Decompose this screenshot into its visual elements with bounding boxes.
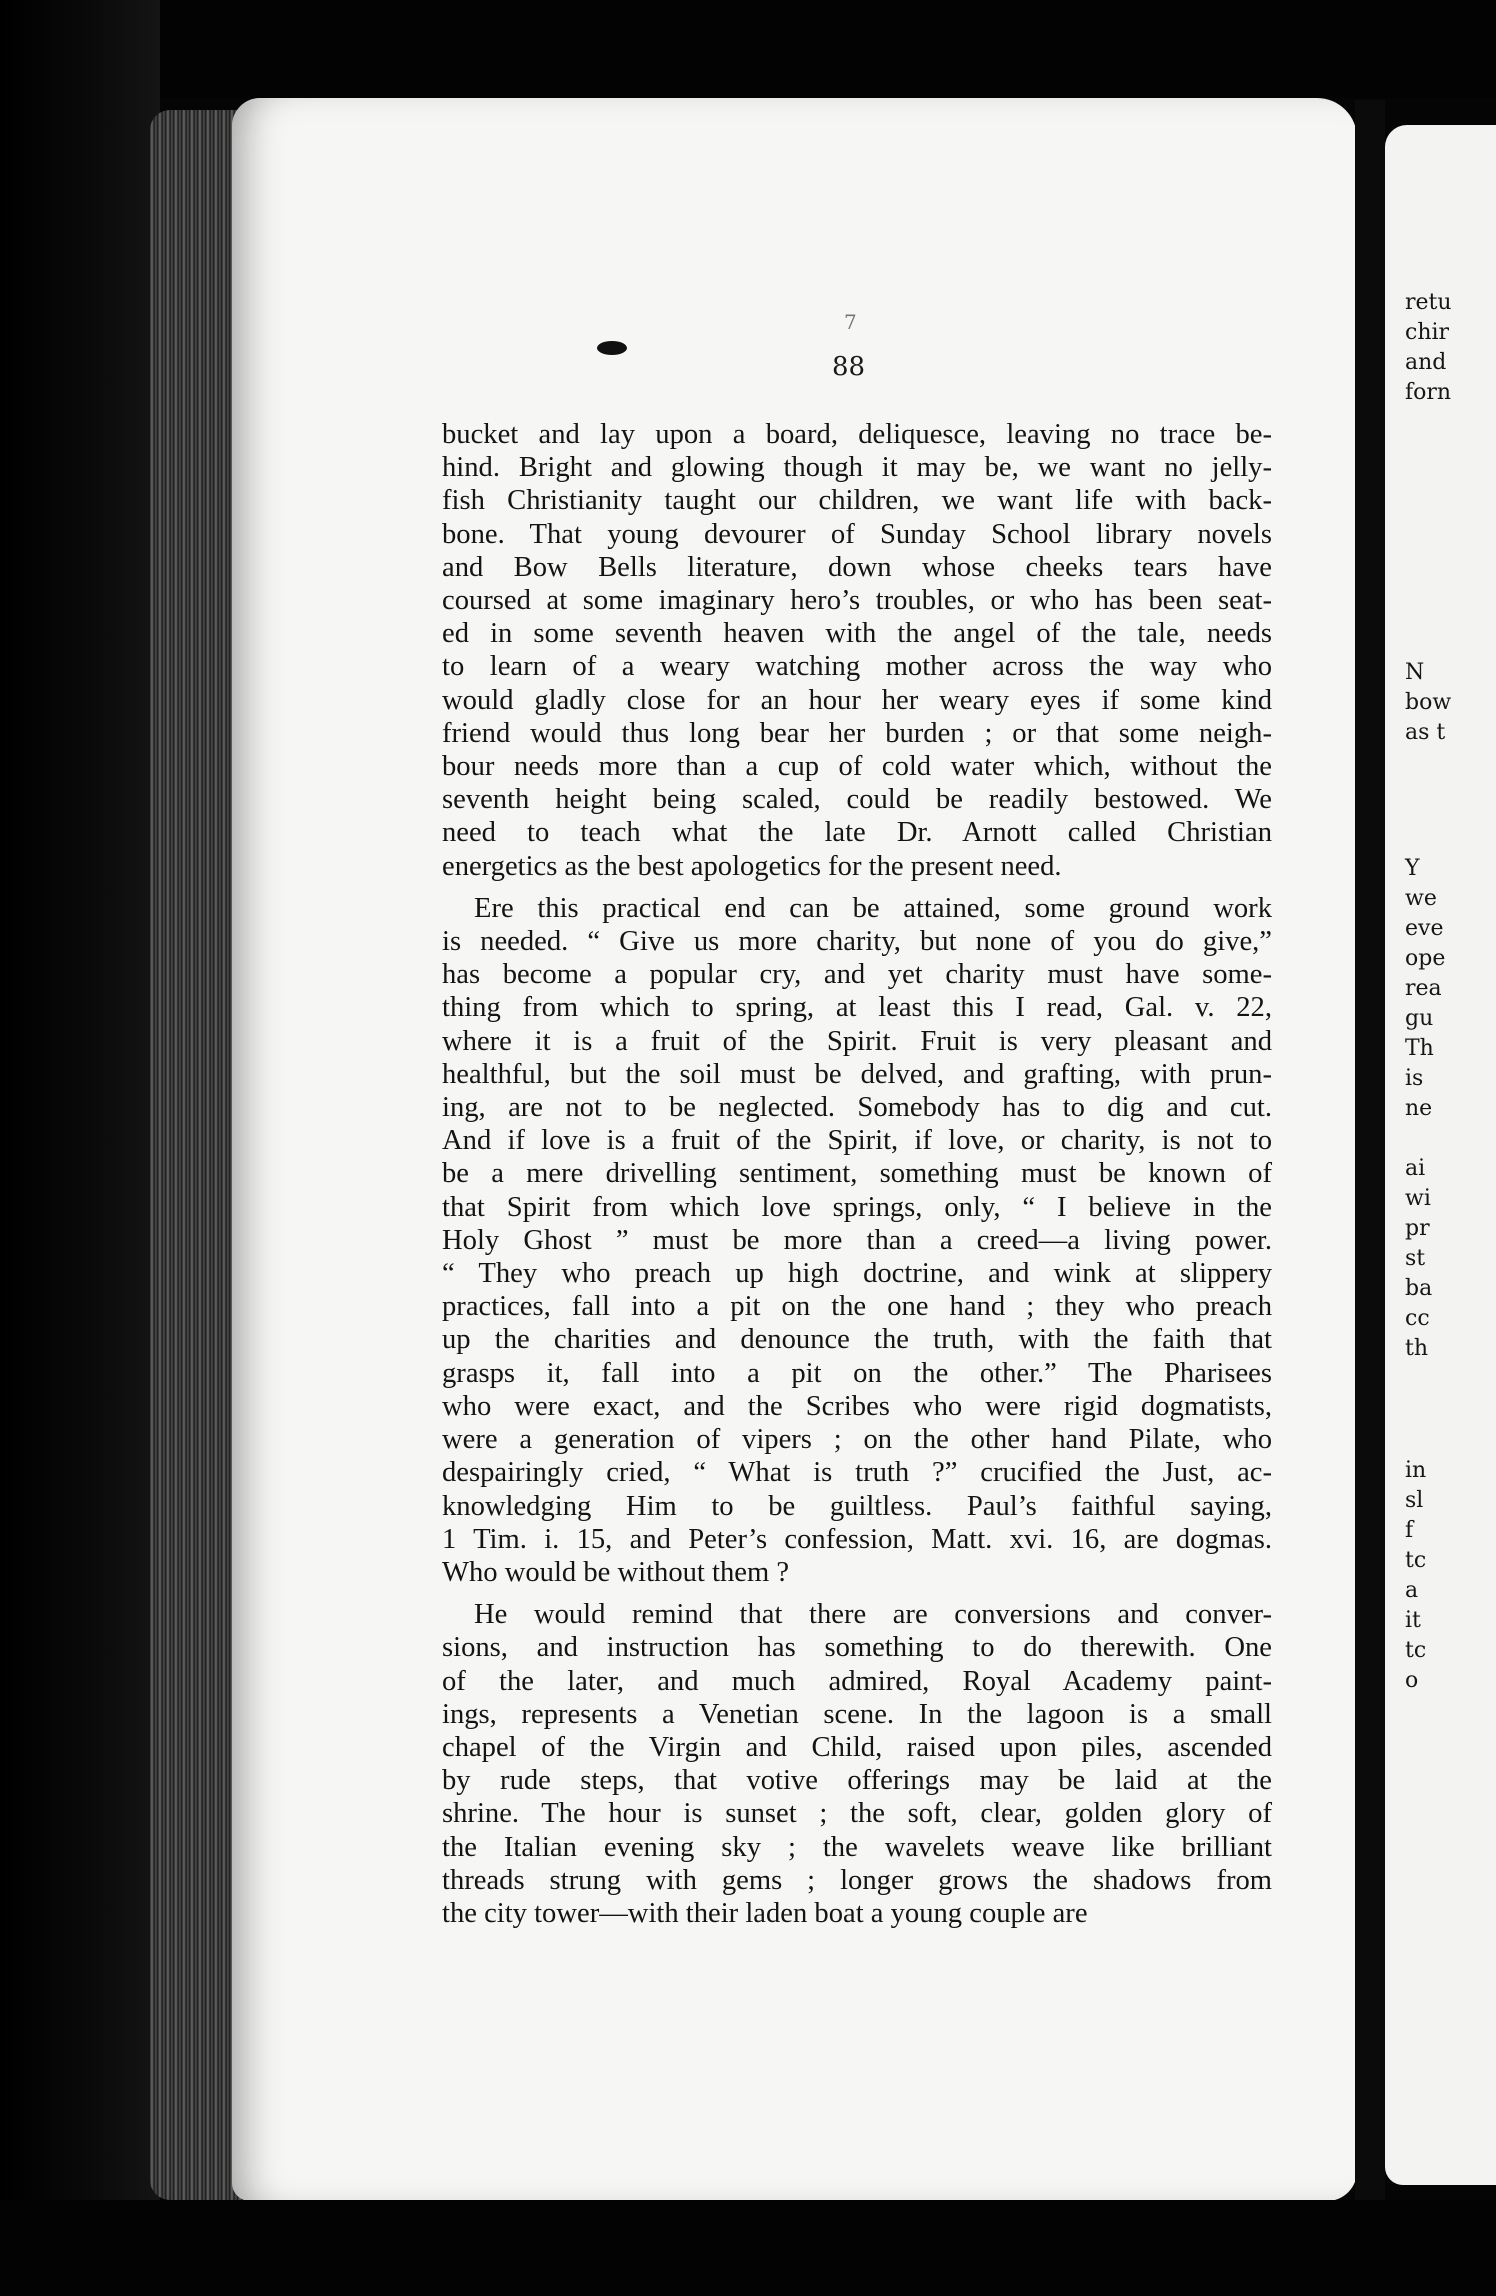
facing-page-fragment: eve bbox=[1405, 916, 1444, 941]
text-line: thing from which to spring, at least this I read, Gal. v. 22, bbox=[442, 992, 1272, 1024]
facing-page-fragment: Th bbox=[1405, 1036, 1434, 1061]
text-line: healthful, but the soil must be delved, and grafting, with prun- bbox=[442, 1058, 1272, 1090]
text-line: were a generation of vipers ; on the other hand Pilate, who bbox=[442, 1424, 1272, 1456]
text-line: to learn of a weary watching mother across the way who bbox=[442, 651, 1272, 683]
paragraph bbox=[442, 892, 1272, 1589]
text-line: the Italian evening sky ; the wavelets weave like brilliant bbox=[442, 1831, 1272, 1863]
text-line: chapel of the Virgin and Child, raised upon piles, ascended bbox=[442, 1731, 1272, 1763]
facing-page-fragment: in bbox=[1405, 1458, 1427, 1483]
text-line: And if love is a fruit of the Spirit, if love, or charity, is not to bbox=[442, 1125, 1272, 1157]
facing-page-fragment: it bbox=[1405, 1608, 1421, 1633]
facing-page bbox=[1385, 125, 1496, 2185]
text-line: ed in some seventh heaven with the angel of the tale, needs bbox=[442, 618, 1272, 650]
text-line: threads strung with gems ; longer grows the shadows from bbox=[442, 1864, 1272, 1896]
facing-page-fragment: ba bbox=[1405, 1276, 1433, 1301]
book-binding-shadow bbox=[0, 0, 160, 2296]
text-line: Ere this practical end can be attained, some ground work bbox=[474, 892, 1272, 924]
scan-bottom-border bbox=[0, 2200, 1496, 2296]
ink-blot bbox=[597, 341, 627, 355]
text-line: need to teach what the late Dr. Arnott called Christian bbox=[442, 817, 1272, 849]
facing-page-fragment: tc bbox=[1405, 1548, 1427, 1573]
text-line: by rude steps, that votive offerings may be laid at the bbox=[442, 1765, 1272, 1797]
text-line: and Bow Bells literature, down whose cheeks tears have bbox=[442, 551, 1272, 583]
facing-page-fragment: as t bbox=[1405, 720, 1446, 745]
facing-page-fragment: tc bbox=[1405, 1638, 1427, 1663]
text-line: seventh height being scaled, could be readily bestowed. We bbox=[442, 784, 1272, 816]
text-line: bour needs more than a cup of cold water which, without the bbox=[442, 751, 1272, 783]
page-number: 88 bbox=[832, 352, 866, 382]
book-gutter bbox=[1355, 100, 1385, 2200]
body-text bbox=[442, 418, 1272, 1930]
text-line: despairingly cried, “ What is truth ?” crucified the Just, ac- bbox=[442, 1457, 1272, 1489]
text-line: that Spirit from which love springs, only, “ I believe in the bbox=[442, 1191, 1272, 1223]
text-line: is needed. “ Give us more charity, but none of you do give,” bbox=[442, 926, 1272, 958]
text-line: has become a popular cry, and yet charity must have some- bbox=[442, 959, 1272, 991]
scan-top-border bbox=[0, 0, 1496, 98]
paragraph bbox=[442, 1598, 1272, 1930]
facing-page-fragment: forn bbox=[1405, 380, 1452, 405]
text-line: be a mere drivelling sentiment, something must be known of bbox=[442, 1158, 1272, 1190]
facing-page-fragment: f bbox=[1405, 1518, 1414, 1543]
text-line: up the charities and denounce the truth, with the faith that bbox=[442, 1324, 1272, 1356]
text-line: would gladly close for an hour her weary eyes if some kind bbox=[442, 684, 1272, 716]
text-line: practices, fall into a pit on the one hand ; they who preach bbox=[442, 1291, 1272, 1323]
facing-page-fragment: ai bbox=[1405, 1156, 1426, 1181]
facing-page-fragment: N bbox=[1405, 660, 1425, 685]
page-edges bbox=[150, 110, 245, 2200]
facing-page-fragment: and bbox=[1405, 350, 1447, 375]
facing-page-fragment: Y bbox=[1405, 856, 1420, 881]
text-line: Who would be without them ? bbox=[442, 1556, 790, 1588]
text-line: knowledging Him to be guiltless. Paul’s faithful saying, bbox=[442, 1490, 1272, 1522]
text-line: fish Christianity taught our children, we want life with back- bbox=[442, 485, 1272, 517]
text-line: sions, and instruction has something to do therewith. One bbox=[442, 1632, 1272, 1664]
facing-page-fragment: o bbox=[1405, 1668, 1419, 1693]
text-line: where it is a fruit of the Spirit. Fruit is very pleasant and bbox=[442, 1025, 1272, 1057]
text-line: bone. That young devourer of Sunday School library novels bbox=[442, 518, 1272, 550]
facing-page-fragment: retu bbox=[1405, 290, 1452, 315]
facing-page-fragment: a bbox=[1405, 1578, 1419, 1603]
text-line: of the later, and much admired, Royal Academy paint- bbox=[442, 1665, 1272, 1697]
text-line: ing, are not to be neglected. Somebody has to dig and cut. bbox=[442, 1092, 1272, 1124]
text-line: bucket and lay upon a board, deliquesce, leaving no trace be- bbox=[442, 419, 1272, 450]
text-line: energetics as the best apologetics for the present need. bbox=[442, 850, 1062, 882]
facing-page-fragment: sl bbox=[1405, 1488, 1424, 1513]
text-line: grasps it, fall into a pit on the other.” The Pharisees bbox=[442, 1357, 1272, 1389]
facing-page-fragment: ope bbox=[1405, 946, 1446, 971]
facing-page-fragment: gu bbox=[1405, 1006, 1434, 1031]
facing-page-fragment: bow bbox=[1405, 690, 1452, 715]
facing-page-fragment: we bbox=[1405, 886, 1437, 911]
pencil-mark: 7 bbox=[844, 310, 857, 334]
text-line: shrine. The hour is sunset ; the soft, clear, golden glory of bbox=[442, 1798, 1272, 1830]
facing-page-fragment: st bbox=[1405, 1246, 1426, 1271]
text-line: hind. Bright and glowing though it may be, we want no jelly- bbox=[442, 452, 1272, 484]
text-line: “ They who preach up high doctrine, and wink at slippery bbox=[442, 1258, 1272, 1290]
facing-page-fragment: is bbox=[1405, 1066, 1424, 1091]
text-line: the city tower—with their laden boat a young couple are bbox=[442, 1897, 1088, 1929]
facing-page-fragment: wi bbox=[1405, 1186, 1431, 1211]
text-line: ings, represents a Venetian scene. In the lagoon is a small bbox=[442, 1698, 1272, 1730]
text-line: friend would thus long bear her burden ; or that some neigh- bbox=[442, 717, 1272, 749]
facing-page-fragment: chir bbox=[1405, 320, 1450, 345]
facing-page-fragment: pr bbox=[1405, 1216, 1430, 1241]
facing-page-fragment: ne bbox=[1405, 1096, 1433, 1121]
text-line: Holy Ghost ” must be more than a creed—a living power. bbox=[442, 1224, 1272, 1256]
facing-page-fragment: rea bbox=[1405, 976, 1442, 1001]
text-line: 1 Tim. i. 15, and Peter’s confession, Matt. xvi. 16, are dogmas. bbox=[442, 1523, 1272, 1555]
text-line: coursed at some imaginary hero’s troubles, or who has been seat- bbox=[442, 585, 1272, 617]
text-line: He would remind that there are conversions and conver- bbox=[474, 1599, 1272, 1631]
paragraph bbox=[442, 418, 1272, 883]
text-line: who were exact, and the Scribes who were rigid dogmatists, bbox=[442, 1390, 1272, 1422]
facing-page-fragment: th bbox=[1405, 1336, 1429, 1361]
facing-page-fragment: cc bbox=[1405, 1306, 1430, 1331]
